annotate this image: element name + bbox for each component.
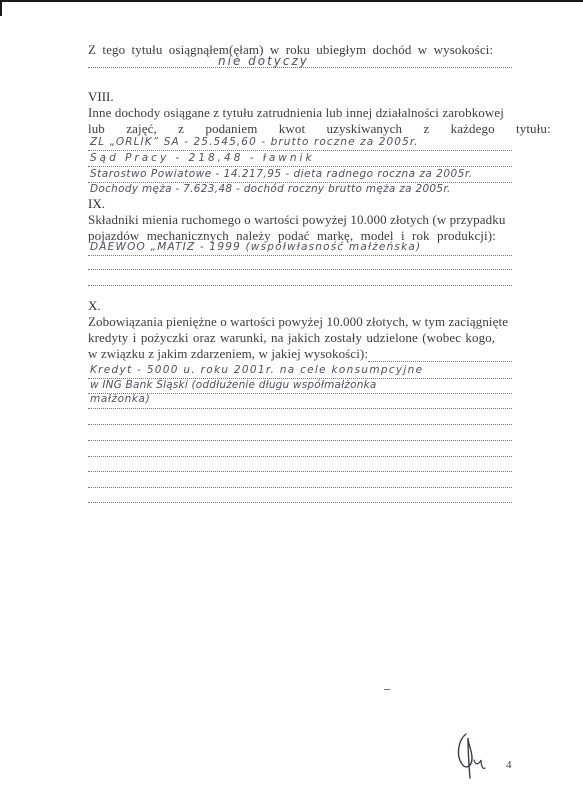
section8-entry1: ZL „ORLIK” SA - 25.545,60 - brutto roczne za 2005r. xyxy=(90,136,419,148)
section10-answer1: Kredyt - 5000 u. roku 2001r. na cele konsumpcyjne xyxy=(90,364,424,376)
section8-number: VIII. xyxy=(88,89,114,104)
section10-description-line1: Zobowiązania pieniężne o wartości powyżej 10.000 złotych, w tym zaciągnięte xyxy=(88,314,509,329)
section10-line9 xyxy=(88,501,512,503)
section10-answer2: w ING Bank Śląski (oddłużenie długu współmałżonka xyxy=(90,379,377,391)
section8-description-line2: lub zajęć, z podaniem kwot uzyskiwanych z każdego tytułu: xyxy=(88,121,551,136)
signature-initials xyxy=(454,726,488,780)
section8-line1 xyxy=(88,149,512,151)
section9-line1 xyxy=(88,254,512,256)
section10-number: X. xyxy=(88,298,101,313)
section10-line5 xyxy=(88,439,512,441)
section9-line3 xyxy=(88,284,512,286)
section8-line2 xyxy=(88,165,512,167)
section9-number: IX. xyxy=(88,196,105,211)
section10-description-line2: kredyty i pożyczki oraz warunki, na jakich zostały udzielone (wobec kogo, xyxy=(88,330,496,345)
section10-desc-dotline xyxy=(368,360,512,362)
scan-border-top xyxy=(0,0,583,2)
intro-text: Z tego tytułu osiągnąłem(ęłam) w roku ubiegłym dochód w wysokości: xyxy=(88,42,494,57)
section10-line4 xyxy=(88,423,512,425)
section10-line3 xyxy=(88,407,512,409)
intro-answer: nie dotyczy xyxy=(218,54,309,68)
section8-entry2: Sąd Pracy - 218,48 - ławnik xyxy=(90,152,315,164)
section10-description-line3: w związku z jakim zdarzeniem, w jakiej wysokości): xyxy=(88,346,369,361)
section9-line2 xyxy=(88,268,512,270)
section8-entry4: Dochody męża - 7.623,48 - dochód roczny brutto męża za 2005r. xyxy=(90,183,451,195)
section10-line7 xyxy=(88,470,512,472)
scan-border-left xyxy=(0,0,2,16)
scan-speck xyxy=(384,689,390,690)
section9-description-line1: Składniki mienia ruchomego o wartości powyżej 10.000 złotych (w przypadku xyxy=(88,212,506,227)
section10-line2 xyxy=(88,392,512,394)
page-number: 4 xyxy=(506,759,512,771)
section10-line6 xyxy=(88,455,512,457)
section8-description-line1: Inne dochody osiągane z tytułu zatrudnienia lub innej działalności zarobkowej xyxy=(88,105,504,120)
section9-answer: DAEWOO „MATIZ - 1999 (współwłasność małżeńska) xyxy=(90,241,422,253)
section10-answer3: małżonka) xyxy=(90,393,151,405)
section10-line8 xyxy=(88,486,512,488)
section8-entry3: Starostwo Powiatowe - 14.217,95 - dieta radnego roczna za 2005r. xyxy=(90,168,473,180)
section9-description-line2: pojazdów mechanicznych należy podać markę, model i rok produkcji): xyxy=(88,228,496,243)
